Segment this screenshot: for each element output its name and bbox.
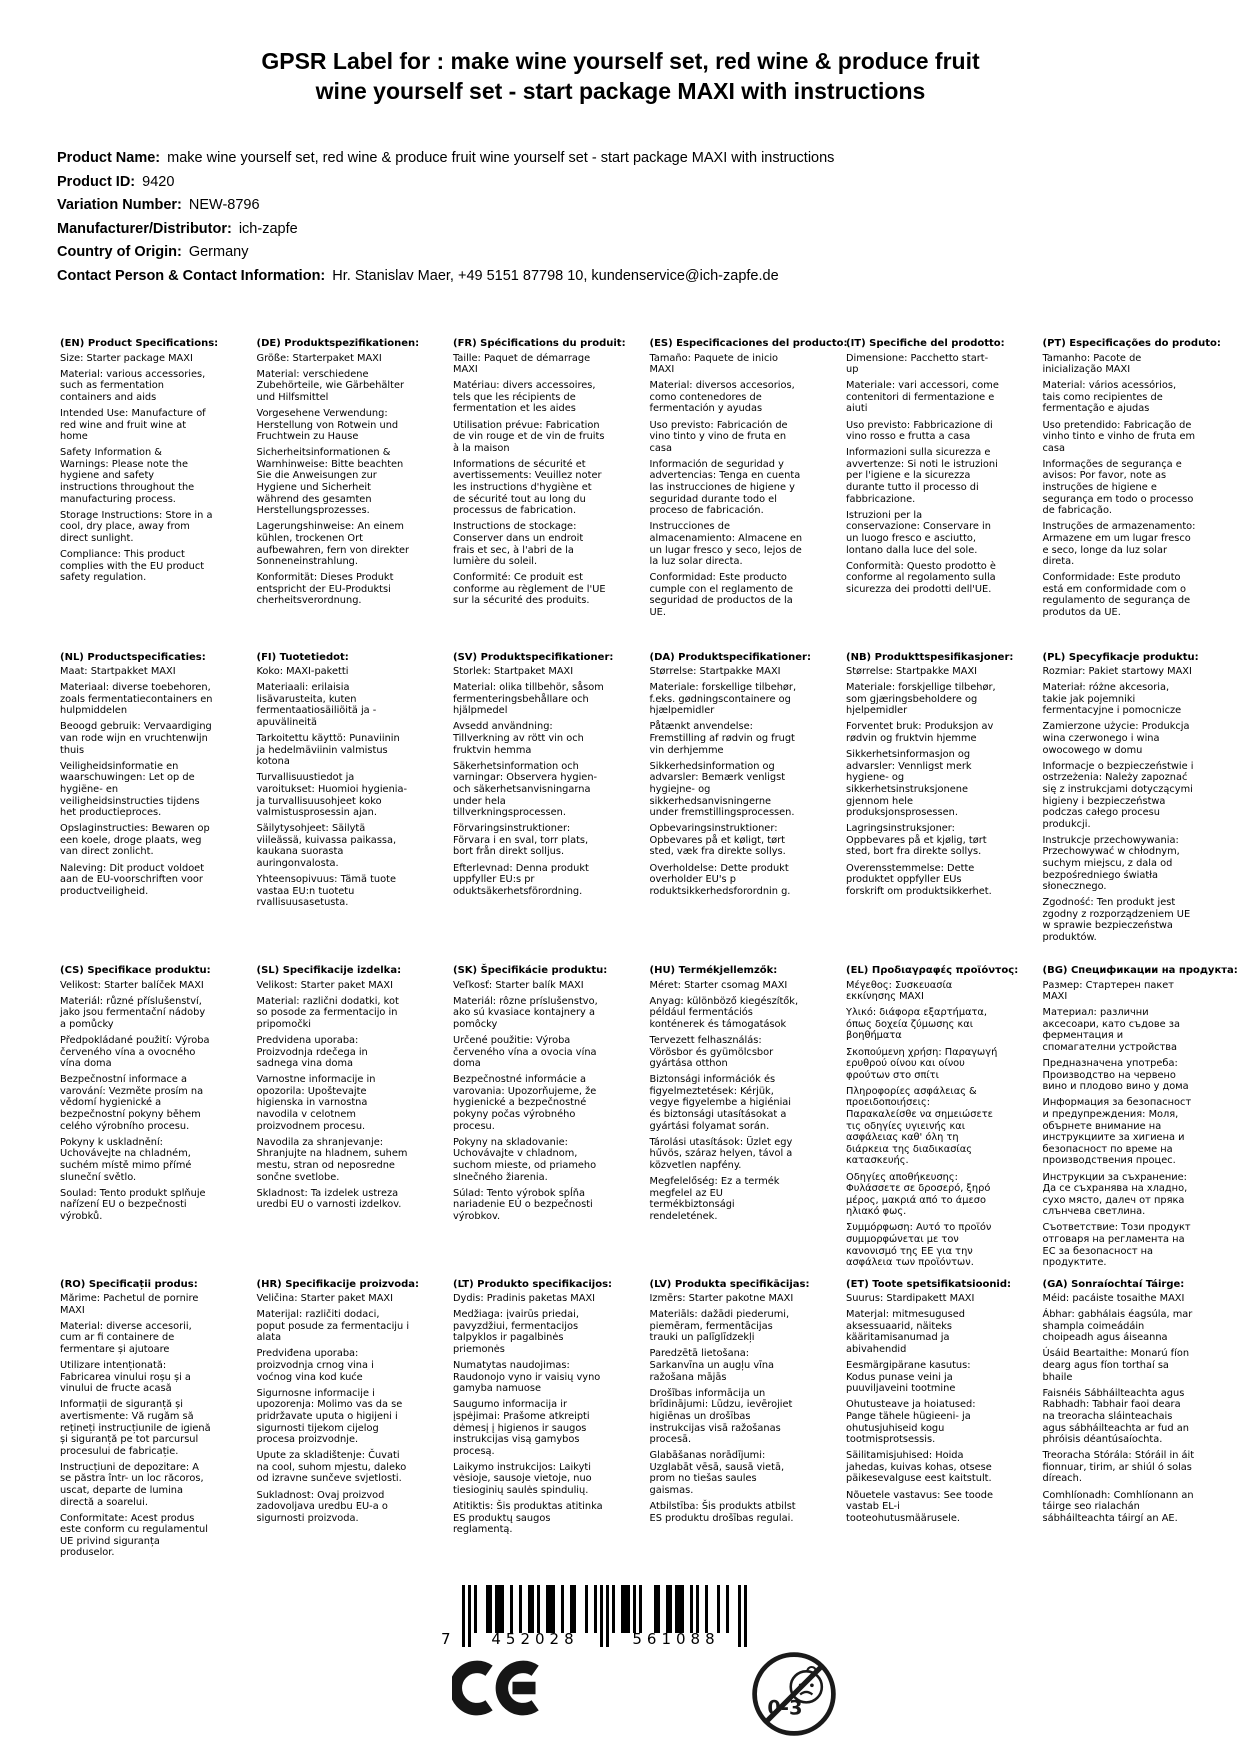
lang-block-el <box>846 965 1019 1279</box>
lang-block-it <box>846 338 1005 652</box>
lang-block-nb <box>846 651 1014 966</box>
lang-block-pl <box>1042 651 1199 966</box>
spec-paragraph: Informations de sécurité et avertissements: Veuillez noter les instructions d'hygiène et de sécurité tout au long du processus de fabrication. <box>453 458 602 517</box>
spec-paragraph: Soulad: Tento produkt splňuje nařízení EU o bezpečnosti výrobků. <box>60 1187 206 1222</box>
contact-row <box>57 265 834 289</box>
spec-paragraph: Ábhar: gabhálais éagsúla, mar shampla coimeádáin choipeadh agus áiseanna <box>1042 1309 1193 1344</box>
spec-paragraph: Comhlíonadh: Comhlíonann an táirge seo rialachán sábháilteachta táirgí an AE. <box>1042 1489 1194 1524</box>
spec-paragraph: Izmērs: Starter pakotne MAXI <box>649 1293 794 1305</box>
spec-paragraph: Dydis: Pradinis paketas MAXI <box>453 1293 596 1305</box>
spec-paragraph: Matériau: divers accessoires, tels que les récipients de fermentation et les aides <box>453 380 596 415</box>
spec-paragraph: Velikost: Starter balíček MAXI <box>60 979 204 991</box>
spec-paragraph: Materiale: forskellige tilbehør, f.eks. gødningscontainere og hjælpemidler <box>649 682 797 717</box>
spec-paragraph: Materjal: mitmesugused aksessuaarid, näiteks kääritamisanumad ja abivahendid <box>846 1309 965 1355</box>
spec-paragraph: Instrukcje przechowywania: Przechowywać w chłodnym, suchym miejscu, z dala od bezpośredniego światła słonecznego. <box>1042 834 1180 893</box>
spec-paragraph: Tervezett felhasználás: Vörösbor és gyümölcsbor gyártása otthon <box>649 1034 774 1070</box>
spec-paragraph: Storlek: Startpaket MAXI <box>453 666 574 678</box>
spec-paragraph: Instructions de stockage: Conserver dans un endroit frais et sec, à l'abri de la lumière du soleil. <box>453 521 584 568</box>
manufacturer-label: Manufacturer/Distributor: <box>57 220 232 237</box>
spec-paragraph: Navodila za shranjevanje: Shranjujte na hladnem, suhem mestu, stran od neposredne sončne svetlobe. <box>256 1136 408 1183</box>
spec-paragraph: Glabāšanas norādījumi: Uzglabāt vēsā, sausā vietā, prom no tiešas saules gaismas. <box>649 1450 785 1496</box>
lang-header-hr: (HR) Specifikacije proizvoda: <box>256 1278 420 1290</box>
spec-paragraph: Материал: различни аксесоари, като съдове за ферментация и спомагателни устройства <box>1042 1007 1180 1054</box>
page-title <box>0 46 1241 106</box>
spec-paragraph: Súlad: Tento výrobok spĺňa nariadenie EÚ o bezpečnosti výrobkov. <box>453 1187 593 1222</box>
spec-paragraph: Tarkoitettu käyttö: Punaviinin ja hedelmäviinin valmistus kotona <box>256 733 400 768</box>
spec-paragraph: Drošības informācija un brīdinājumi: Lūdzu, ievērojiet higiēnas un drošības instrukcijas visā ražošanas procesā. <box>649 1387 793 1446</box>
spec-paragraph: Pokyny na skladovanie: Uchovávajte v chladnom, suchom mieste, od priameho slnečného žiarenia. <box>453 1136 597 1183</box>
lang-block-en <box>60 338 219 652</box>
spec-paragraph: Sukladnost: Ovaj proizvod zadovoljava uredbu EU-a o sigurnosti proizvoda. <box>256 1489 388 1524</box>
spec-paragraph: Rozmiar: Pakiet startowy MAXI <box>1042 666 1192 678</box>
spec-paragraph: Opslaginstructies: Bewaren op een koele, droge plaats, weg van direct zonlicht. <box>60 823 210 858</box>
spec-paragraph: Säilytysohjeet: Säilytä viileässä, kuivassa paikassa, kaukana suorasta auringonvalosta. <box>256 823 397 869</box>
spec-paragraph: Conformitate: Acest produs este conform cu regulamentul UE privind siguranța produselor. <box>60 1512 208 1559</box>
spec-paragraph: Opbevaringsinstruktioner: Opbevares på et køligt, tørt sted, væk fra direkte sollys. <box>649 823 786 858</box>
lang-block-et <box>846 1278 1012 1593</box>
lang-header-fi: (FI) Tuotetiedot: <box>256 651 349 663</box>
spec-paragraph: Tamanho: Pacote de inicialização MAXI <box>1042 352 1142 376</box>
lang-header-sv: (SV) Produktspecifikationer: <box>453 651 614 663</box>
spec-paragraph: Sigurnosne informacije i upozorenja: Molimo vas da se pridržavate uputa o higijeni i sigurnosti tijekom cijelog procesa proizvodnje. <box>256 1387 403 1446</box>
lang-block-hu <box>650 965 803 1279</box>
page-title-line1: GPSR Label for : make wine yourself set, red wine & produce fruit <box>261 48 980 74</box>
spec-paragraph: Material: diverse accesorii, cum ar fi containere de fermentare și ajutoare <box>60 1320 192 1355</box>
spec-paragraph: Nõuetele vastavus: See toode vastab EL-i tooteohutusmäärusele. <box>846 1489 994 1524</box>
lang-header-nl: (NL) Productspecificaties: <box>60 651 206 663</box>
variation-number-value: NEW-8796 <box>188 197 260 214</box>
spec-paragraph: Compliance: This product complies with the EU product safety regulation. <box>60 549 205 584</box>
lang-header-lt: (LT) Produkto specifikacijos: <box>453 1278 613 1290</box>
spec-paragraph: Avsedd användning: Tillverkning av rött vin och fruktvin hemma <box>453 721 584 756</box>
spec-paragraph: Uso previsto: Fabricación de vino tinto y vino de fruta en casa <box>649 419 788 454</box>
spec-paragraph: Lagerungshinweise: An einem kühlen, trockenen Ort aufbewahren, fern von direkter Sonneneinstrahlung. <box>256 521 410 568</box>
spec-paragraph: Taille: Paquet de démarrage MAXI <box>453 352 591 376</box>
contact-value: Hr. Stanislav Maer, +49 5151 87798 10, kundenservice@ich-zapfe.de <box>332 267 779 284</box>
lang-header-es: (ES) Especificaciones del producto: <box>649 338 848 349</box>
spec-paragraph: Materiał: różne akcesoria, takie jak pojemniki fermentacyjne i pomocnicze <box>1042 682 1182 717</box>
country-of-origin-row <box>57 241 834 265</box>
spec-paragraph: Informações de segurança e avisos: Por favor, note as instruções de higiene e segurança em todo o processo de fabricação. <box>1042 458 1194 517</box>
lang-header-pl: (PL) Specyfikacje produktu: <box>1042 651 1199 663</box>
spec-paragraph: Utilisation prévue: Fabrication de vin rouge et de vin de fruits à la maison <box>453 419 605 454</box>
lang-block-fr <box>453 338 626 652</box>
spec-paragraph: Overholdelse: Dette produkt overholder EU's p roduktsikkerhedsforordnin g. <box>649 862 791 897</box>
spec-paragraph: Suurus: Stardipakett MAXI <box>846 1293 975 1305</box>
lang-block-cs <box>60 965 213 1279</box>
spec-paragraph: Megfelelőség: Ez a termék megfelel az EU termékbiztonsági rendeletének. <box>649 1176 780 1222</box>
spec-paragraph: Veľkosť: Starter balík MAXI <box>453 979 584 991</box>
spec-paragraph: Uso pretendido: Fabricação de vinho tinto e vinho de fruta em casa <box>1042 419 1196 454</box>
variation-number-row <box>57 194 834 218</box>
spec-paragraph: Varnostne informacije in opozorila: Upoštevajte higienska in varnostna navodila v celotnem proizvodnem procesu. <box>256 1074 376 1132</box>
age-warning-0-3-icon <box>750 1650 838 1743</box>
spec-paragraph: Instrucciones de almacenamiento: Almacene en un lugar fresco y seco, lejos de la luz solar directa. <box>649 521 803 568</box>
lang-block-lv <box>649 1278 810 1593</box>
barcode-first-digit: 7 <box>441 1630 451 1648</box>
page-title-line2: wine yourself set - start package MAXI with instructions <box>315 78 926 104</box>
spec-paragraph: Instruções de armazenamento: Armazene em um lugar fresco e seco, longe da luz solar direta. <box>1042 521 1196 568</box>
spec-paragraph: Material: diversos accesorios, como contenedores de fermentación y ayudas <box>649 380 795 415</box>
spec-paragraph: Material: various accessories, such as fermentation containers and aids <box>60 368 206 403</box>
product-id-row <box>57 171 834 195</box>
spec-paragraph: Velikost: Starter paket MAXI <box>256 979 393 991</box>
spec-paragraph: Předpokládané použití: Výroba červeného vína a ovocného vína doma <box>60 1034 210 1070</box>
lang-block-nl <box>60 652 213 966</box>
spec-paragraph: Anyag: különböző kiegészítők, például fermentációs konténerek és támogatások <box>649 995 799 1030</box>
spec-paragraph: Sikkerhetsinformasjon og advarsler: Vennligst merk hygiene- og sikkerhetsinstruksjonene gjennom hele produksjonsprosessen. <box>846 749 972 819</box>
spec-paragraph: Zamierzone użycie: Produkcja wina czerwonego i wina owocowego w domu <box>1042 721 1190 756</box>
contact-label: Contact Person & Contact Information: <box>57 267 326 284</box>
product-id-label: Product ID: <box>57 173 136 190</box>
spec-paragraph: Méid: pacáiste tosaithe MAXI <box>1042 1293 1185 1305</box>
spec-paragraph: Material: vários acessórios, tais como recipientes de fermentação e ajudas <box>1042 380 1177 415</box>
manufacturer-row <box>57 218 834 242</box>
spec-paragraph: Faisnéis Sábháilteachta agus Rabhadh: Tabhair faoi deara na treoracha sláinteachais agus sábháilteachta ar fud an phróisis déantúsaíochta. <box>1042 1387 1189 1446</box>
spec-paragraph: Material: verschiedene Zubehörteile, wie Gärbehälter und Hilfsmittel <box>256 368 405 403</box>
spec-paragraph: Maat: Startpakket MAXI <box>60 666 176 678</box>
spec-paragraph: Størrelse: Startpakke MAXI <box>649 666 781 678</box>
spec-paragraph: Dimensione: Pacchetto start-up <box>846 352 989 376</box>
spec-paragraph: Tamaño: Paquete de inicio MAXI <box>649 352 779 376</box>
lang-block-lt <box>453 1278 613 1593</box>
spec-paragraph: Sicherheitsinformationen & Warnhinweise: Bitte beachten Sie die Anweisungen zur Hygiene und Sicherheit während des gesamten Herstellungsprozesses. <box>256 447 404 517</box>
lang-block-bg <box>1042 965 1238 1279</box>
spec-paragraph: Zgodność: Ten produkt jest zgodny z rozporządzeniem UE w sprawie bezpieczeństwa produktów. <box>1042 897 1191 944</box>
spec-paragraph: Conformidad: Este producto cumple con el reglamento de seguridad de productos de la UE. <box>649 572 794 618</box>
spec-paragraph: Turvallisuustiedot ja varoitukset: Huomioi hygienia- ja turvallisuusohjeet koko valmistusprosessin ajan. <box>256 772 408 819</box>
variation-number-label: Variation Number: <box>57 197 182 214</box>
spec-paragraph: Информация за безопасност и предупреждения: Моля, обърнете внимание на инструкциите за хигиена и безопасност по време на производствения процес. <box>1042 1097 1192 1167</box>
spec-paragraph: Upute za skladištenje: Čuvati na cool, suhom mjestu, daleko od izravne sunčeve svjetlosti. <box>256 1450 407 1485</box>
lang-block-sv <box>453 651 614 966</box>
spec-paragraph: Bezpečnostní informace a varování: Vezměte prosím na vědomí hygienické a bezpečnostní pokyny během celého výrobního procesu. <box>60 1074 204 1132</box>
lang-header-ga: (GA) Sonraíochtaí Táirge: <box>1042 1278 1185 1290</box>
age-warning-label: 0-3 <box>767 1696 803 1720</box>
lang-header-da: (DA) Produktspecifikationer: <box>649 651 811 663</box>
lang-header-pt: (PT) Especificações do produto: <box>1042 338 1221 349</box>
spec-paragraph: Efterlevnad: Denna produkt uppfyller EU:s pr oduktsäkerhetsförordning. <box>453 862 589 897</box>
product-name-row <box>57 147 834 171</box>
spec-paragraph: Uso previsto: Fabbricazione di vino rosso e frutta a casa <box>846 419 993 443</box>
lang-block-es <box>649 338 848 652</box>
spec-paragraph: Οδηγίες αποθήκευσης: Φυλάσσετε σε δροσερό, ξηρό μέρος, μακριά από το άμεσο ηλιακό φως. <box>846 1171 991 1218</box>
spec-paragraph: Eesmärgipärane kasutus: Kodus punase veini ja puuviljaveini tootmine <box>846 1360 971 1395</box>
spec-paragraph: Materiale: forskjellige tilbehør, som gjæringsbeholdere og hjelpemidler <box>846 682 996 717</box>
spec-paragraph: Naleving: Dit product voldoet aan de EU-voorschriften voor productveiligheid. <box>60 862 205 897</box>
spec-paragraph: Предназначена употреба: Производство на червено вино и плодово вино у дома <box>1042 1058 1189 1093</box>
language-grid <box>60 338 1241 1592</box>
spec-paragraph: Συμμόρφωση: Αυτό το προϊόν συμμορφώνεται με τον κανονισμό της ΕΕ για την ασφάλεια των προϊόντων. <box>846 1222 992 1269</box>
spec-paragraph: Conformità: Questo prodotto è conforme al regolamento sulla sicurezza dei prodotti dell'UE. <box>846 560 996 595</box>
lang-block-ro <box>60 1279 213 1593</box>
lang-header-sk: (SK) Špecifikácie produktu: <box>453 965 608 976</box>
country-of-origin-label: Country of Origin: <box>57 244 182 261</box>
spec-paragraph: Información de seguridad y advertencias: Tenga en cuenta las instrucciones de higiene y seguridad durante todo el proceso de fabricación. <box>649 458 801 517</box>
spec-paragraph: Μέγεθος: Συσκευασία εκκίνησης MAXI <box>846 979 953 1003</box>
lang-block-pt <box>1042 338 1221 652</box>
spec-paragraph: Lagringsinstruksjoner: Oppbevares på et kjølig, tørt sted, bort fra direkte sollys. <box>846 823 987 858</box>
spec-paragraph: Predviđena uporaba: proizvodnja crnog vina i voćnog vina kod kuće <box>256 1348 374 1383</box>
spec-paragraph: Biztonsági információk és figyelmeztetések: Kérjük, vegye figyelembe a higiéniai és biztonsági utasításokat a gyártási folyamat során. <box>649 1074 792 1132</box>
spec-paragraph: Utilizare intenționată: Fabricarea vinului roșu și a vinului de fructe acasă <box>60 1360 191 1395</box>
spec-paragraph: Säkerhetsinformation och varningar: Observera hygien- och säkerhetsanvisningarna under hela tillverkningsprocessen. <box>453 760 598 819</box>
spec-paragraph: Určené použitie: Výroba červeného vína a ovocia vína doma <box>453 1034 597 1070</box>
lang-header-de: (DE) Produktspezifikationen: <box>256 338 420 349</box>
lang-header-it: (IT) Specifiche del prodotto: <box>846 338 1005 349</box>
spec-paragraph: Påtænkt anvendelse: Fremstilling af rødvin og frugt vin derhjemme <box>649 721 795 756</box>
barcode-group2: 561088 <box>632 1630 720 1648</box>
spec-paragraph: Инструкции за съхранение: Да се съхранява на хладно, сухо място, далеч от пряка слънчева светлина. <box>1042 1171 1188 1218</box>
lang-header-hu: (HU) Termékjellemzők: <box>649 965 778 976</box>
spec-paragraph: Veiligheidsinformatie en waarschuwingen: Let op de hygiëne- en veiligheidsinstructies tijdens het productieproces. <box>60 760 200 819</box>
lang-header-et: (ET) Toote spetsifikatsioonid: <box>846 1278 1012 1290</box>
spec-paragraph: Storage Instructions: Store in a cool, dry place, away from direct sunlight. <box>60 509 213 544</box>
lang-header-ro: (RO) Specificații produs: <box>60 1278 198 1290</box>
spec-paragraph: Beoogd gebruik: Vervaardiging van rode wijn en vruchtenwijn thuis <box>60 721 212 756</box>
lang-block-sl <box>257 965 410 1279</box>
barcode-module <box>744 1585 747 1647</box>
lang-block-ga <box>1043 1279 1196 1593</box>
spec-paragraph: Laikymo instrukcijos: Laikyti vėsioje, sausoje vietoje, nuo tiesioginių saulės spindulių. <box>453 1461 592 1496</box>
spec-paragraph: Bezpečnostné informácie a varovania: Upozorňujeme, že hygienické a bezpečnostné pokyny počas výrobného procesu. <box>453 1074 597 1132</box>
spec-paragraph: Forventet bruk: Produksjon av rødvin og fruktvin hjemme <box>846 721 994 745</box>
lang-block-de <box>256 338 420 652</box>
lang-block-sk <box>453 965 606 1279</box>
country-of-origin-value: Germany <box>188 244 249 261</box>
spec-paragraph: Σκοπούμενη χρήση: Παραγωγή ερυθρού οίνου και οίνου φρούτων στο σπίτι <box>846 1046 998 1081</box>
spec-paragraph: Materiaali: erilaisia lisävarusteita, kuten fermentaatiosäiliöitä ja -apuvälineitä <box>256 682 377 728</box>
lang-header-fr: (FR) Spécifications du produit: <box>453 338 626 349</box>
lang-header-en: (EN) Product Specifications: <box>60 338 219 349</box>
spec-paragraph: Veličina: Starter paket MAXI <box>256 1293 394 1305</box>
product-id-value: 9420 <box>142 173 175 190</box>
lang-header-el: (EL) Προδιαγραφές προϊόντος: <box>846 965 1019 976</box>
spec-paragraph: Instrucțiuni de depozitare: A se păstra într- un loc răcoros, uscat, departe de lumina directă a soarelui. <box>60 1461 204 1508</box>
spec-paragraph: Materiál: různé příslušenství, jako jsou fermentační nádoby a pomůcky <box>60 995 206 1030</box>
product-name-label: Product Name: <box>57 150 161 166</box>
spec-paragraph: Sikkerhedsinformation og advarsler: Bemærk venligst hygiejne- og sikkerhedsanvisningerne under fremstillingsprocessen. <box>649 760 795 819</box>
product-info <box>57 147 834 289</box>
barcode <box>441 1585 747 1648</box>
spec-paragraph: Størrelse: Startpakke MAXI <box>846 666 978 678</box>
spec-paragraph: Koko: MAXI-paketti <box>256 666 349 678</box>
spec-paragraph: Size: Starter package MAXI <box>60 352 193 364</box>
spec-paragraph: Съответствие: Този продукт отговаря на регламента на ЕС за безопасност на продуктите. <box>1042 1222 1191 1269</box>
spec-paragraph: Úsáid Beartaithe: Monarú fíon dearg agus fíon torthaí sa bhaile <box>1042 1348 1190 1383</box>
spec-paragraph: Pokyny k uskladnění: Uchovávejte na chladném, suchém místě mimo přímé sluneční světlo. <box>60 1136 192 1183</box>
spec-paragraph: Materiál: rôzne príslušenstvo, ako sú kvasiace kontajnery a pomôcky <box>453 995 598 1030</box>
ce-mark-icon <box>452 1656 548 1727</box>
spec-paragraph: Saugumo informacija ir įspėjimai: Prašome atkreipti dėmesį į higienos ir saugos instrukcijas visą gamybos procesą. <box>453 1399 590 1457</box>
lang-header-cs: (CS) Specifikace produktu: <box>60 965 211 976</box>
spec-paragraph: Materiāls: dažādi piederumi, piemēram, fermentācijas trauki un palīglīdzekļi <box>649 1309 790 1344</box>
spec-paragraph: Méret: Starter csomag MAXI <box>649 979 788 991</box>
spec-paragraph: Paredzētā lietošana: Sarkanvīna un augļu vīna ražošana mājās <box>649 1348 775 1383</box>
lang-header-sl: (SL) Specifikacije izdelka: <box>256 965 402 976</box>
spec-paragraph: Skladnost: Ta izdelek ustreza uredbi EU o varnosti izdelkov. <box>256 1187 402 1211</box>
spec-paragraph: Konformität: Dieses Produkt entspricht der EU-Produktsi cherheitsverordnung. <box>256 572 394 607</box>
manufacturer-value: ich-zapfe <box>238 220 298 237</box>
spec-paragraph: Informații de siguranță și avertismente: Vă rugăm să rețineți instrucțiunile de igienă și siguranță pe tot parcursul procesului de fabricație. <box>60 1399 211 1457</box>
spec-paragraph: Material: olika tillbehör, såsom fermenteringsbehållare och hjälpmedel <box>453 682 604 717</box>
barcode-group1: 452028 <box>491 1630 579 1648</box>
spec-paragraph: Säilitamisjuhised: Hoida jahedas, kuivas kohas, otsese päikesevalguse eest kaitstult. <box>846 1450 992 1485</box>
spec-paragraph: Material: različni dodatki, kot so posode za fermentacijo in pripomočki <box>256 995 399 1030</box>
lang-header-bg: (BG) Спецификации на продукта: <box>1042 965 1238 976</box>
spec-paragraph: Atbilstība: Šis produkts atbilst ES produktu drošības regulai. <box>649 1501 796 1524</box>
lang-header-lv: (LV) Produkta specifikācijas: <box>649 1278 810 1290</box>
spec-paragraph: Conformité: Ce produit est conforme au règlement de l'UE sur la sécurité des produits. <box>453 572 606 607</box>
spec-paragraph: Vorgesehene Verwendung: Herstellung von Rotwein und Fruchtwein zu Hause <box>256 407 399 443</box>
spec-paragraph: Materiaal: diverse toebehoren, zoals fermentatiecontainers en hulpmiddelen <box>60 682 213 717</box>
spec-paragraph: Πληροφορίες ασφάλειας & προειδοποιήσεις: Παρακαλείσθε να σημειώσετε τις οδηγίες υγιεινής και ασφάλειας καθ' όλη τη διάρκεια της διαδικασίας κατασκευής. <box>846 1085 993 1167</box>
spec-paragraph: Intended Use: Manufacture of red wine and fruit wine at home <box>60 407 206 443</box>
spec-paragraph: Overensstemmelse: Dette produktet oppfyller EUs forskrift om produktsikkerhet. <box>846 862 992 897</box>
lang-block-hr <box>256 1278 420 1593</box>
spec-paragraph: Predvidena uporaba: Proizvodnja rdečega in sadnega vina doma <box>256 1034 368 1070</box>
spec-paragraph: Yhteensopivuus: Tämä tuote vastaa EU:n tuotetu rvallisuusasetusta. <box>256 874 396 909</box>
spec-paragraph: Istruzioni per la conservazione: Conservare in un luogo fresco e asciutto, lontano dalla luce del sole. <box>846 509 991 556</box>
spec-paragraph: Conformidade: Este produto está em conformidade com o regulamento de segurança de produtos da UE. <box>1042 572 1191 618</box>
product-name-value: make wine yourself set, red wine & produce fruit wine yourself set - start package MAXI with instructions <box>167 150 835 166</box>
lang-header-nb: (NB) Produkttspesifikasjoner: <box>846 651 1014 663</box>
lang-block-da <box>649 651 811 966</box>
spec-paragraph: Treoracha Stórála: Stóráil in áit fionnuar, tirim, ar shiúl ó solas díreach. <box>1042 1450 1195 1485</box>
spec-paragraph: Размер: Стартерен пакет MAXI <box>1042 979 1175 1003</box>
spec-paragraph: Numatytas naudojimas: Raudonojo vyno ir vaisių vyno gamyba namuose <box>453 1360 601 1395</box>
spec-paragraph: Größe: Starterpaket MAXI <box>256 352 382 364</box>
spec-paragraph: Atitiktis: Šis produktas atitinka ES produktų saugos reglamentą. <box>453 1501 603 1536</box>
spec-paragraph: Tárolási utasítások: Üzlet egy hűvös, száraz helyen, távol a közvetlen napfény. <box>649 1136 793 1171</box>
spec-paragraph: Informacje o bezpieczeństwie i ostrzeżenia: Należy zapoznać się z instrukcjami dotyczącymi higieny i bezpieczeństwa podczas całego procesu produkcji. <box>1042 760 1194 830</box>
spec-paragraph: Υλικό: διάφορα εξαρτήματα, όπως δοχεία ζύμωσης και βοηθήματα <box>846 1007 987 1042</box>
spec-paragraph: Safety Information & Warnings: Please note the hygiene and safety instructions throughout the manufacturing process. <box>60 447 195 505</box>
lang-block-fi <box>257 652 410 966</box>
spec-paragraph: Mărime: Pachetul de pornire MAXI <box>60 1293 199 1316</box>
spec-paragraph: Ohutusteave ja hoiatused: Pange tähele hügieeni- ja ohutusjuhiseid kogu tootmisprotsessis. <box>846 1399 976 1446</box>
spec-paragraph: Förvaringsinstruktioner: Förvara i en sval, torr plats, bort från direkt solljus. <box>453 823 589 858</box>
spec-paragraph: Medžiaga: įvairūs priedai, pavyzdžiui, fermentacijos talpyklos ir pagalbinės priemonės <box>453 1309 579 1355</box>
spec-paragraph: Informazioni sulla sicurezza e avvertenze: Si noti le istruzioni per l'igiene e la sicurezza durante tutto il processo di fabbricazione. <box>846 447 998 505</box>
spec-paragraph: Materijal: različiti dodaci, poput posude za fermentaciju i alata <box>256 1309 410 1344</box>
spec-paragraph: Materiale: vari accessori, come contenitori di fermentazione e aiuti <box>846 380 999 415</box>
